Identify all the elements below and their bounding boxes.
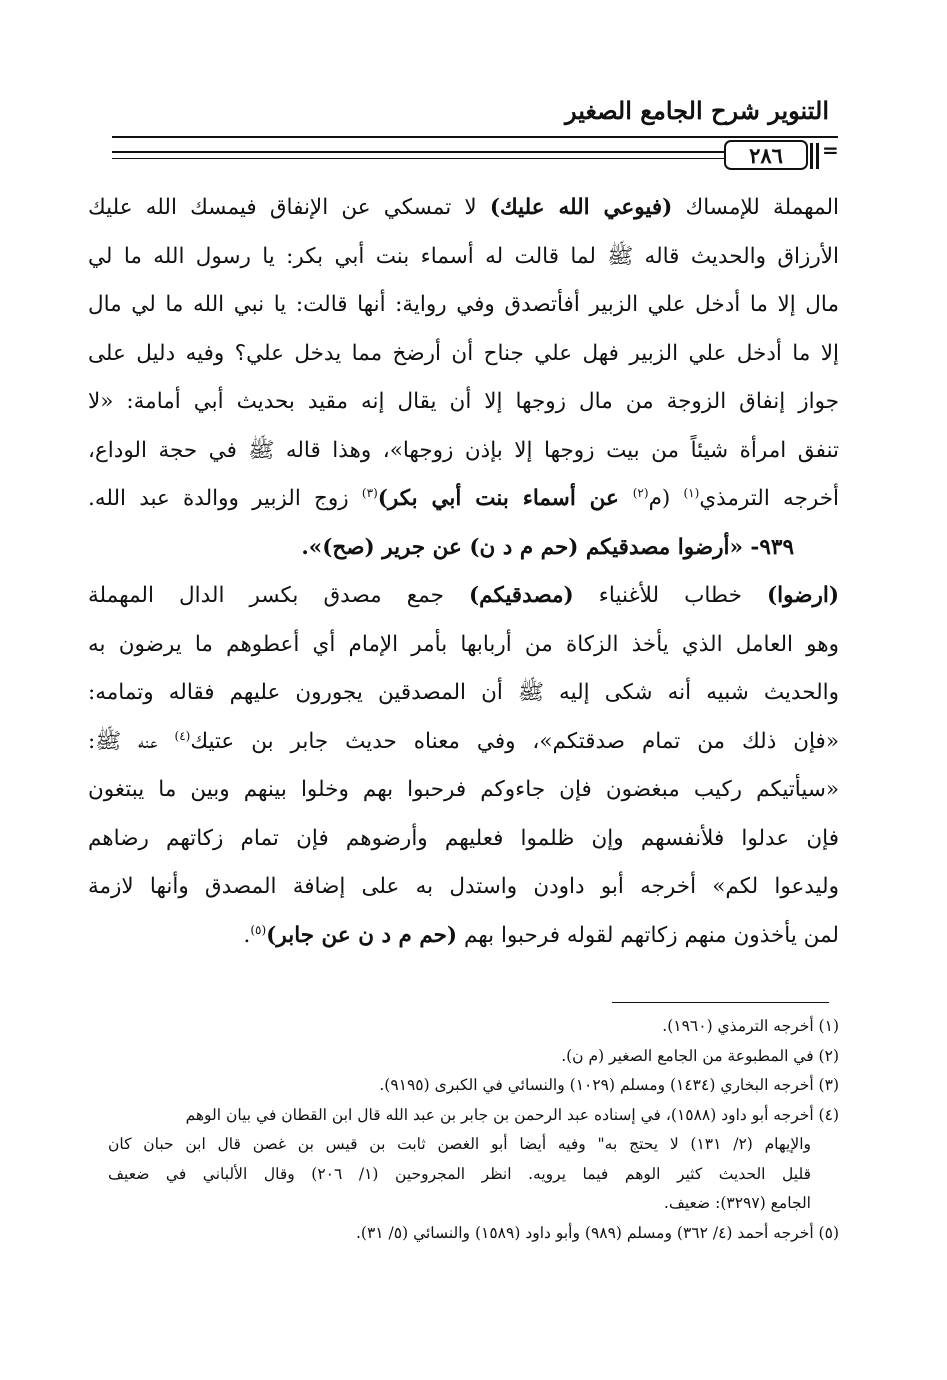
text-run: زوج الزبير ووالدة عبد الله. — [88, 486, 362, 511]
header-double-rule-bottom — [112, 158, 724, 159]
page-number: ٢٨٦ — [749, 142, 783, 168]
text-run: فإن عدلوا فلأنفسهم وإن ظلموا فعليهم وأرضوهم فإن تمام زكاتهم رضاهم — [88, 825, 839, 851]
footnote-marker[interactable]: (٢) — [632, 485, 649, 500]
text-run: جواز إنفاق الزوجة من مال زوجها إلا أن يقال إنه مقيد بحديث أبي أمامة: «لا — [88, 389, 839, 414]
footnote-continuation: الجامع (٣٢٩٧): ضعيف. — [663, 1194, 811, 1212]
footnote-marker[interactable]: (٥) — [250, 922, 267, 937]
text-line — [88, 912, 839, 961]
footnote-marker[interactable]: (٣) — [361, 485, 378, 500]
footnote-marker[interactable]: (١) — [683, 485, 700, 500]
footnotes — [108, 1012, 839, 1248]
text-run: (فيوعي الله عليك) — [489, 195, 673, 220]
text-line — [88, 330, 839, 379]
text-run: الأرزاق والحديث قاله ﷺ لما قالت له أسماء بنت أبي بكر: يا رسول الله ما لي — [88, 243, 839, 269]
text-run: (حم م د ن عن جابر) — [266, 922, 458, 948]
text-run: تنفق امرأة شيئاً من بيت زوجها إلا بإذن زوجها»، وهذا قاله ﷺ في حجة الوداع، — [88, 437, 839, 463]
text-run: لمن يأخذون منهم زكاتهم لقوله فرحبوا بهم — [457, 922, 839, 948]
footnote-continuation: والإيهام (٢/ ١٣١) لا يحتج به" وفيه أيضا أبو الغصن ثابت بن قيس بن غصن قال ابن حبان كان — [108, 1135, 811, 1153]
page-number-box — [724, 140, 808, 170]
page-number-ornament — [810, 143, 820, 169]
header-rule — [112, 136, 838, 138]
text-run: وهو العامل الذي يأخذ الزكاة من أربابها بأمر الإمام أي أعطوهم ما يرضون به — [88, 631, 839, 657]
text-run: «فإن ذلك من تمام صدقتكم»، وفي معناه حديث جابر بن عتيك — [190, 728, 839, 754]
text-line — [88, 572, 839, 621]
hadith-heading — [88, 524, 839, 573]
text-line — [88, 184, 839, 233]
main-text — [88, 184, 839, 960]
text-line — [88, 863, 839, 912]
header-double-rule-top — [112, 151, 724, 153]
text-run: والحديث شبيه أنه شكى إليه ﷺ أن المصدقين يجورون عليهم فقاله وتمامه: — [88, 680, 839, 705]
text-run: (م — [648, 486, 684, 511]
footnote: (٣) أخرجه البخاري (١٤٣٤) ومسلم (١٠٢٩) والنسائي في الكبرى (٩١٩٥). — [379, 1076, 839, 1094]
footnote-separator — [612, 1002, 829, 1003]
text-run: جمع مصدق بكسر الدال المهملة — [88, 583, 469, 608]
text-line — [88, 233, 839, 282]
text-line — [88, 621, 839, 670]
text-run: (ارضوا) — [766, 583, 839, 608]
text-run: خطاب للأغنياء — [573, 583, 767, 608]
text-line — [88, 378, 839, 427]
text-run: عنه ﷺ: — [88, 728, 175, 754]
text-run: . — [243, 922, 251, 948]
text-run: مال إلا ما أدخل علي الزبير أفأتصدق وفي رواية: أنها قالت: يا نبي الله ما لي مال — [88, 292, 839, 317]
text-line — [88, 669, 839, 718]
text-run: لا تمسكي عن الإنفاق فيمسك الله عليك — [88, 195, 490, 220]
footnote: (٤) أخرجه أبو داود (١٥٨٨)، في إسناده عبد الرحمن بن جابر بن عبد الله قال ابن القطان في بيان الوهم — [185, 1105, 839, 1124]
text-line — [88, 718, 839, 767]
text-run: أخرجه الترمذي — [699, 486, 839, 511]
text-run: عن أسماء بنت أبي بكر) — [377, 486, 633, 511]
footnote-marker[interactable]: (٤) — [174, 728, 191, 743]
running-header-title: التنوير شرح الجامع الصغير — [565, 96, 829, 125]
text-line — [88, 281, 839, 330]
footnote: (١) أخرجه الترمذي (١٩٦٠). — [662, 1017, 839, 1035]
text-run: (مصدقيكم) — [468, 583, 574, 608]
text-run: إلا ما أدخل علي الزبير فهل علي جناح أن أرضخ مما يدخل علي؟ وفيه دليل على — [88, 340, 839, 366]
text-line — [88, 815, 839, 864]
text-run: المهملة للإمساك — [672, 195, 839, 220]
text-run: «سيأتيكم ركيب مبغضون فإن جاءوكم فرحبوا بهم وخلوا بينهم وبين ما يبتغون — [88, 777, 839, 802]
text-line — [88, 475, 839, 524]
footnote-continuation: قليل الحديث كثير الوهم فيما يرويه. انظر المجروحين (١/ ٢٠٦) وقال الألباني في ضعيف — [108, 1164, 811, 1183]
page-number-ornament-mark: = — [822, 138, 839, 162]
text-run: ٩٣٩- «أرضوا مصدقيكم (حم م د ن) عن جرير (صح)». — [301, 534, 794, 560]
footnote: (٥) أخرجه أحمد (٤/ ٣٦٢) ومسلم (٩٨٩) وأبو داود (١٥٨٩) والنسائي (٥/ ٣١). — [355, 1223, 839, 1242]
text-line — [88, 766, 839, 815]
text-line — [88, 427, 839, 476]
text-run: وليدعوا لكم» أخرجه أبو داودن واستدل به على إضافة المصدق وأنها لازمة — [88, 874, 839, 899]
footnote: (٢) في المطبوعة من الجامع الصغير (م ن). — [561, 1046, 839, 1065]
